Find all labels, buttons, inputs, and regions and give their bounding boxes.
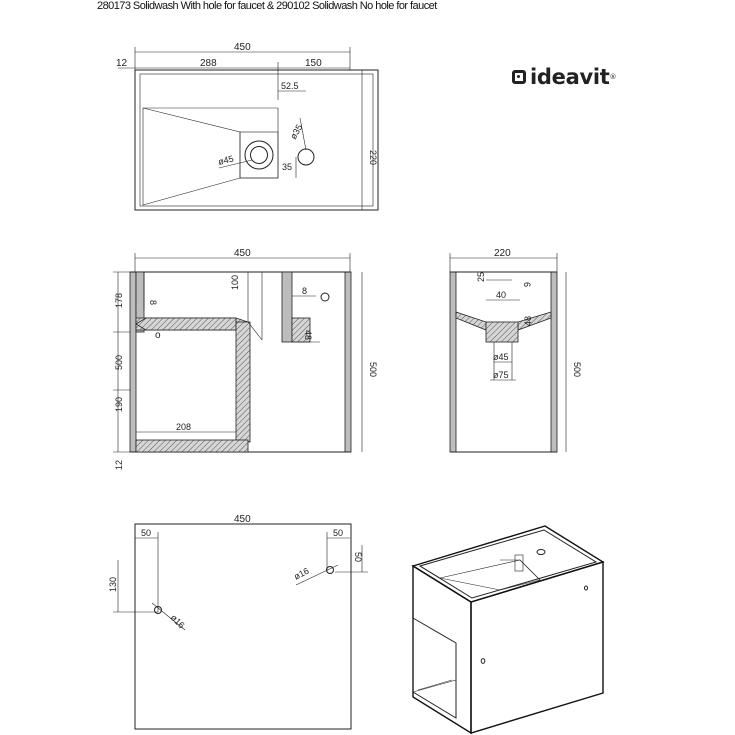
back-right-top-label: 50 (353, 552, 363, 563)
drain-diameter-label: ø45 (217, 153, 235, 167)
front-tap-hole (321, 293, 329, 301)
top-view (116, 42, 378, 210)
tap-diameter-label: ø35 (288, 122, 305, 141)
top-right-part-label: 150 (305, 58, 322, 69)
top-depth-label: 220 (368, 150, 378, 166)
registered-mark: ® (609, 73, 617, 81)
edge-label: 35 (282, 162, 293, 172)
front-height-label: 500 (114, 354, 124, 370)
front-width-label: 450 (234, 248, 251, 259)
front-bowl-depth-label: 100 (230, 274, 240, 290)
front-bowl-top-label: 178 (114, 292, 124, 308)
side-tap-width-label: 40 (496, 290, 507, 300)
top-width-label: 450 (234, 42, 251, 53)
side-height-label: 500 (572, 362, 582, 378)
front-bottom-label: 12 (114, 459, 124, 470)
front-drain-depth-label: 48 (303, 330, 313, 341)
front-wall-label: 8 (148, 300, 158, 306)
bowl-outline (143, 108, 278, 205)
side-tap-wall-label: 6 (522, 282, 532, 288)
front-height-right-label: 500 (368, 362, 378, 378)
front-wall-right-label: 8 (302, 286, 308, 296)
front-section (113, 248, 378, 470)
side-width-label: 220 (494, 248, 511, 259)
back-view (108, 514, 368, 729)
front-shelf-label: 190 (114, 396, 124, 412)
top-offset-label: 52.5 (281, 81, 299, 91)
top-margin-label: 12 (116, 58, 128, 69)
drain-outer (245, 141, 273, 169)
top-view-outline (135, 70, 378, 210)
back-width-label: 450 (234, 514, 251, 525)
page-title: 280173 Solidwash With hole for faucet & 290102 Solidwash No hole for faucet (97, 0, 437, 12)
isometric-view (413, 526, 603, 733)
back-hole-left-label: ø16 (168, 612, 187, 631)
back-view-outline (135, 524, 351, 729)
back-left-offset-label: 50 (141, 528, 152, 538)
back-vertical-offset-label: 130 (108, 576, 118, 592)
front-bowl-marker: o (155, 330, 161, 341)
back-hole-right-label: ø16 (292, 565, 311, 582)
side-top-label: 25 (476, 271, 486, 282)
tap-hole (298, 149, 314, 165)
side-section (450, 248, 582, 452)
brand-name: ideavit (530, 65, 610, 89)
top-left-part-label: 288 (200, 58, 217, 69)
drain-inner (251, 147, 268, 164)
side-drain-outer-label: ø75 (493, 370, 509, 380)
side-drain-inner-label: ø45 (493, 352, 509, 362)
back-right-offset-label: 50 (333, 528, 344, 538)
front-shelf-width-label: 208 (176, 422, 192, 432)
side-drain-depth-label: 48 (523, 315, 533, 326)
